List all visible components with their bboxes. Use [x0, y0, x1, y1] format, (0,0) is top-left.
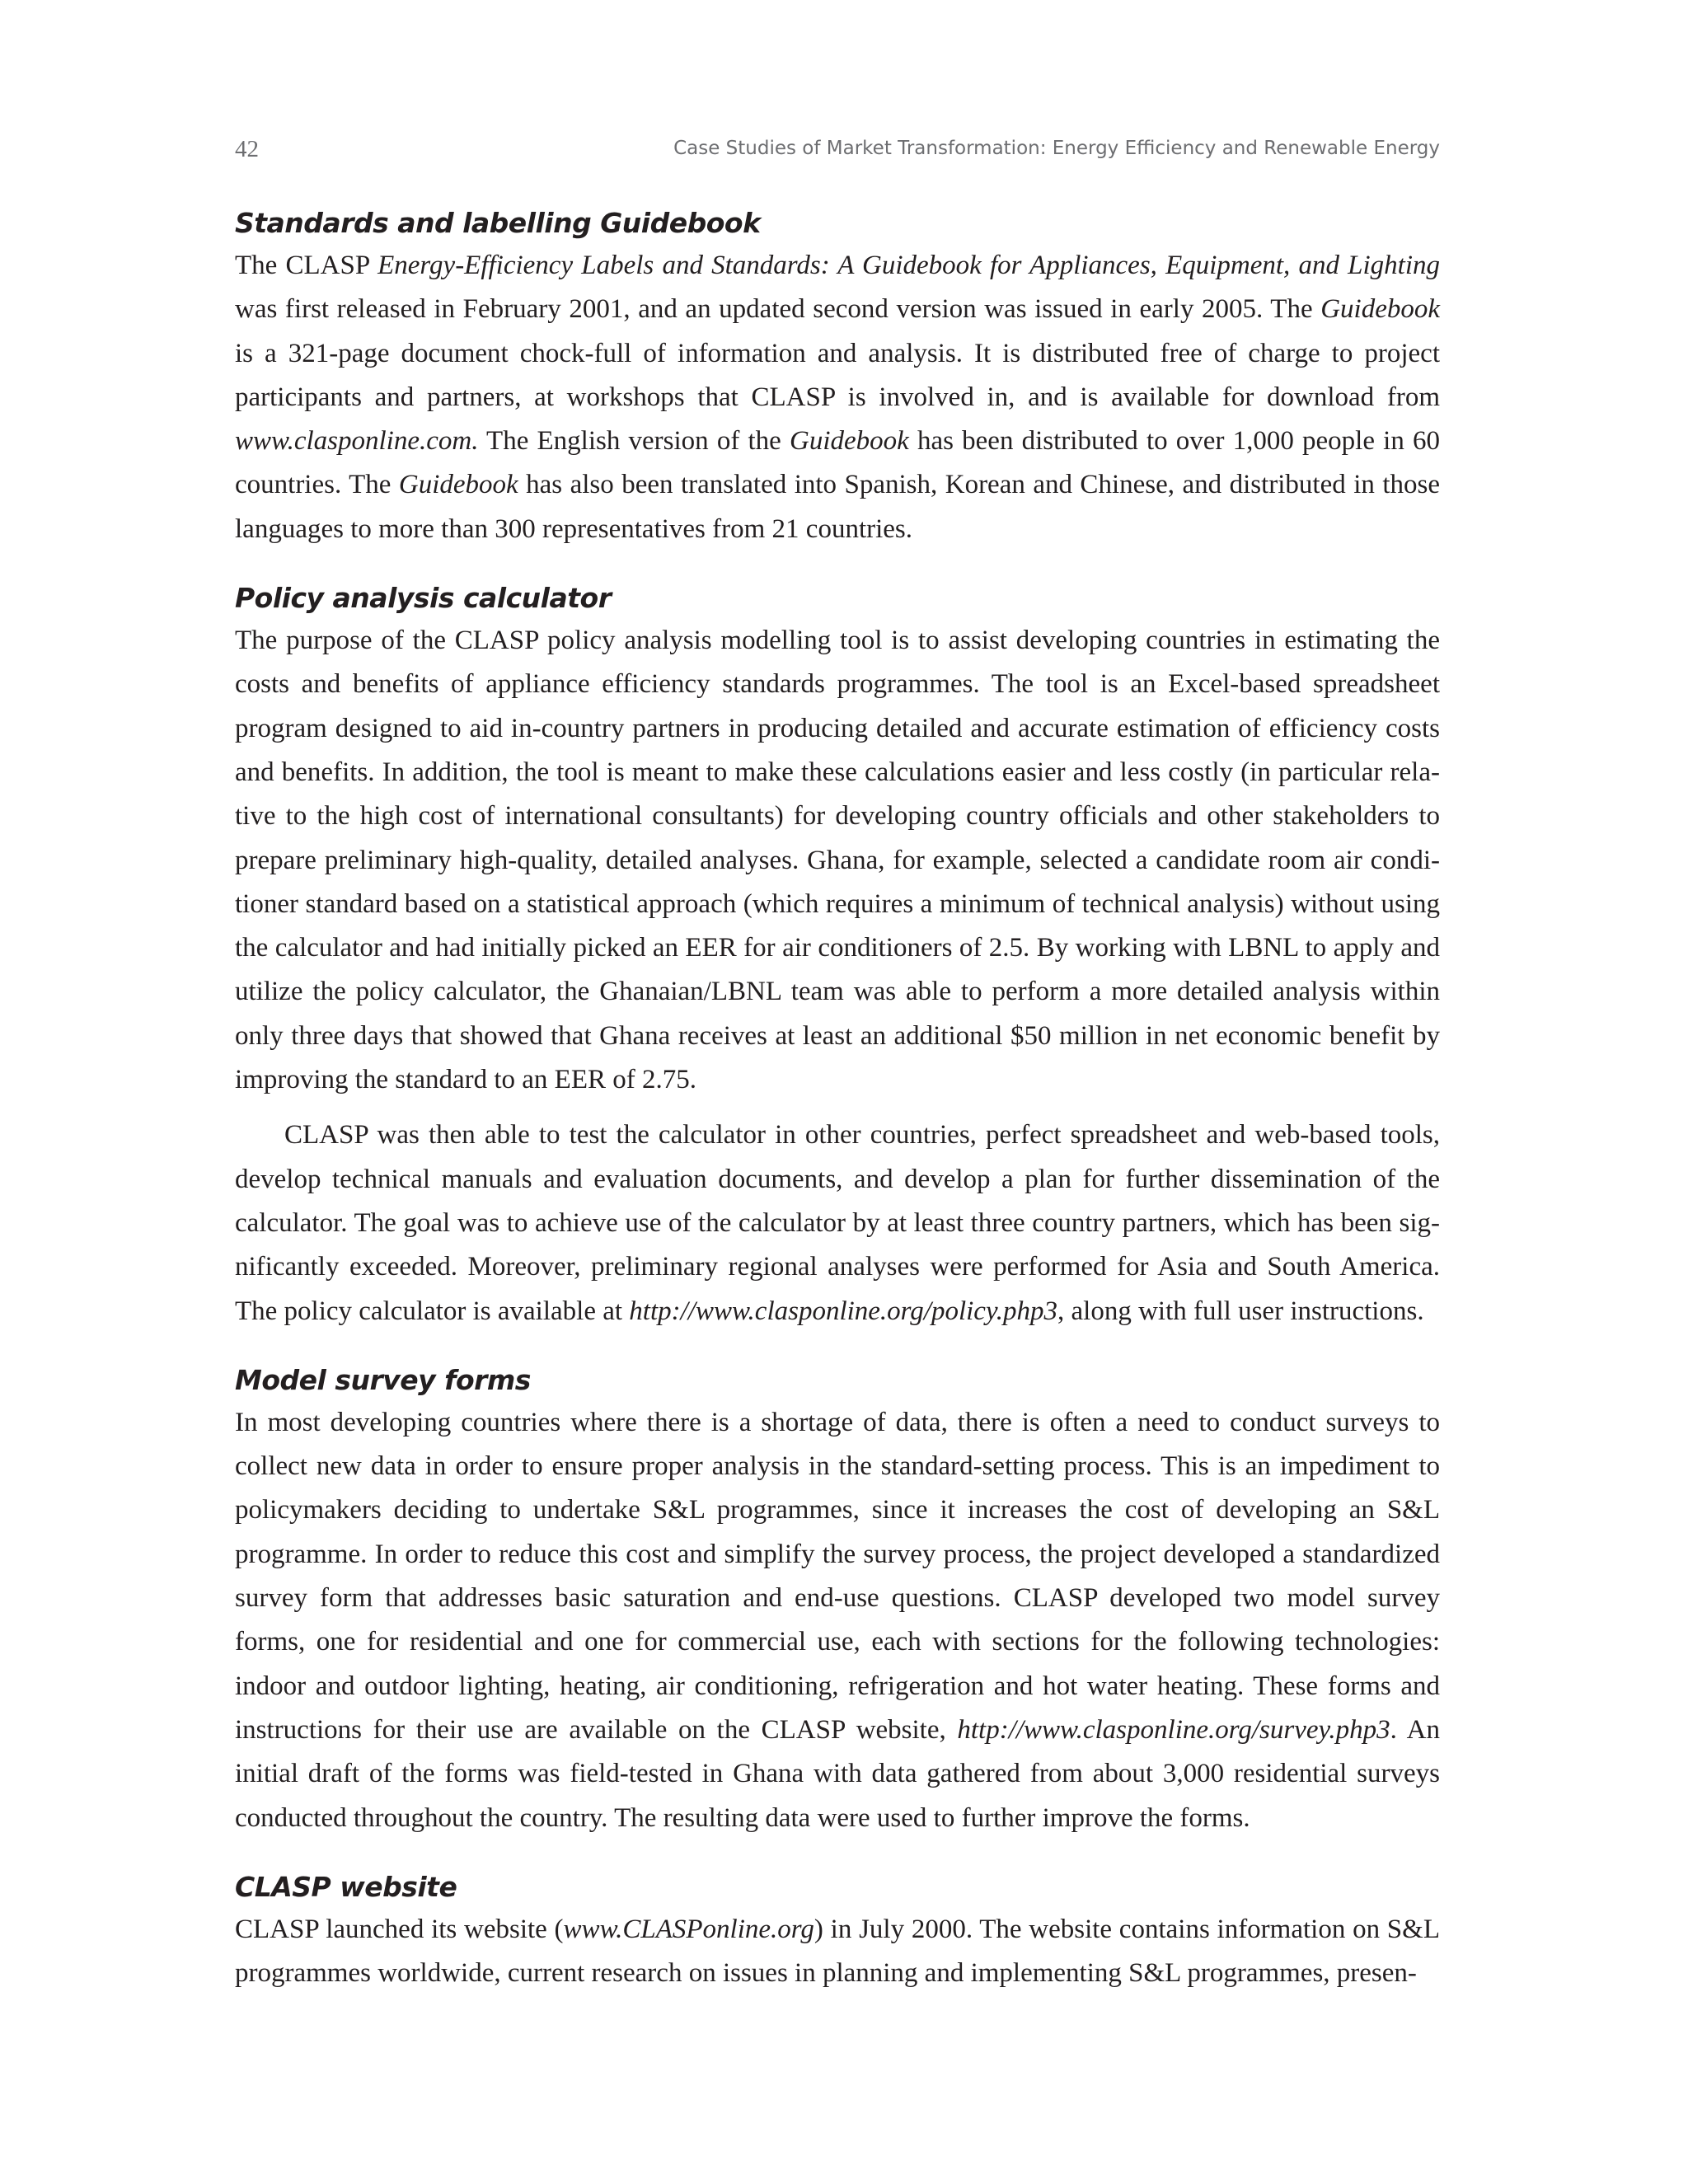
- website-link[interactable]: www.clasponline.com.: [235, 426, 479, 457]
- section-spacer: [235, 551, 1440, 579]
- book-title: Guidebook: [790, 426, 909, 457]
- book-title: Guidebook: [398, 470, 518, 500]
- section-guidebook: [235, 204, 1440, 551]
- text-run: The CLASP: [235, 251, 378, 280]
- section-spacer: [235, 1840, 1440, 1868]
- text-run: In most developing countries where there is a shortage of data, there is often a need to conduct surveys to collect new data in order to ensure proper analysis in the standard-setting process. This is an impediment to policymakers deciding to undertake S&L programmes, since it increases the cost of developing an S&L programme. In order to reduce this cost and simplify the survey process, the project developed a standardized survey form that addresses basic saturation and end-use questions. CLASP developed two model survey forms, one for residential and one for commercial use, each with sections for the following technologies: indoor and outdoor lighting, heating, air conditioning, refrigeration and hot water heating. These forms and instructions for their use are available on the CLASP website,: [235, 1407, 1440, 1745]
- section-heading: Model survey forms: [235, 1363, 531, 1396]
- text-run: was first released in February 2001, and an updated second version was issued in early 2005. The: [235, 294, 1321, 325]
- clasp-website-link[interactable]: www.CLASPonline.org: [563, 1914, 814, 1944]
- paragraph: [235, 1113, 1440, 1333]
- running-title: Case Studies of Market Transformation: Energy Efficiency and Renewable Energy: [673, 138, 1440, 159]
- survey-link[interactable]: http://www.clasponline.org/survey.php3: [957, 1714, 1390, 1745]
- paragraph: [235, 1401, 1440, 1840]
- page-header: [235, 136, 1440, 169]
- paragraph: The purpose of the CLASP policy analysis modelling tool is to assist developing countries in estimating the costs and benefits of appliance efficiency standards programmes. The tool is an Excel-based spreadsheet program designed to aid in-country partners in producing detailed and accurate estimation of efficiency costs and benefits. In addition, the tool is meant to make these calculations easier and less costly (in particular relative to the high cost of international consultants) for developing country officials and other stakeholders to prepare preliminary high-quality, detailed analyses. Ghana, for example, selected a candidate room air conditioner standard based on a statistical approach (which requires a minimum of technical analysis) without using the calculator and had initially picked an EER for air conditioners of 2.5. By working with LBNL to apply and utilize the policy calculator, the Ghanaian/LBNL team was able to perform a more detailed analysis within only three days that showed that Ghana receives at least an additional $50 million in net economic benefit by improving the standard to an EER of 2.75.: [235, 626, 1440, 1095]
- text-run: ) in July 2000. The website contains information on S&L programmes worldwide, current research on issues in planning and implementing S&L programmes, presen-: [235, 1914, 1440, 1989]
- book-title: Guidebook: [1320, 294, 1440, 325]
- section-heading: Standards and labelling Guidebook: [235, 207, 761, 239]
- text-run: has been distributed to over 1,000 people in 60 countries. The: [235, 426, 1441, 500]
- page-content: [235, 204, 1440, 1995]
- section-heading: Policy analysis calculator: [235, 582, 612, 615]
- book-title: Energy-Efficiency Labels and Standards: A Guidebook for Appliances, Equipment, and Lighting: [377, 251, 1440, 280]
- section-heading: CLASP website: [235, 1870, 457, 1903]
- text-run: , along with full user instructions.: [1057, 1296, 1424, 1326]
- paragraph: [235, 244, 1440, 551]
- policy-calculator-link[interactable]: http://www.clasponline.org/policy.php3: [629, 1296, 1058, 1326]
- text-run: . An initial draft of the forms was field-tested in Ghana with data gathered from about 3,000 residential surveys conducted throughout the country. The resulting data were used to further improve the forms.: [235, 1714, 1440, 1833]
- text-run: has also been translated into Spanish, Korean and Chinese, and distributed in those languages to more than 300 representatives from 21 countries.: [235, 470, 1440, 544]
- text-run: CLASP was then able to test the calculator in other countries, perfect spreadsheet and web-based tools, develop technical manuals and evaluation documents, and develop a plan for further dissemination of the calculator. The goal was to achieve use of the calculator by at least three country partners, which has been significantly exceeded. Moreover, preliminary regional analyses were performed for Asia and South America. The policy calculator is available at: [235, 1120, 1440, 1326]
- section-policy-calculator: [235, 579, 1440, 1333]
- text-run: is a 321-page document chock-full of information and analysis. It is distributed free of charge to project participants and partners, at workshops that CLASP is involved in, and is available for download from: [235, 338, 1440, 412]
- page-number: 42: [235, 136, 259, 162]
- paragraph: [235, 1908, 1440, 1996]
- text-run: CLASP launched its website (: [235, 1914, 564, 1944]
- section-survey-forms: [235, 1361, 1440, 1840]
- section-spacer: [235, 1333, 1440, 1361]
- section-clasp-website: [235, 1868, 1440, 1996]
- text-run: The English version of the: [478, 426, 790, 457]
